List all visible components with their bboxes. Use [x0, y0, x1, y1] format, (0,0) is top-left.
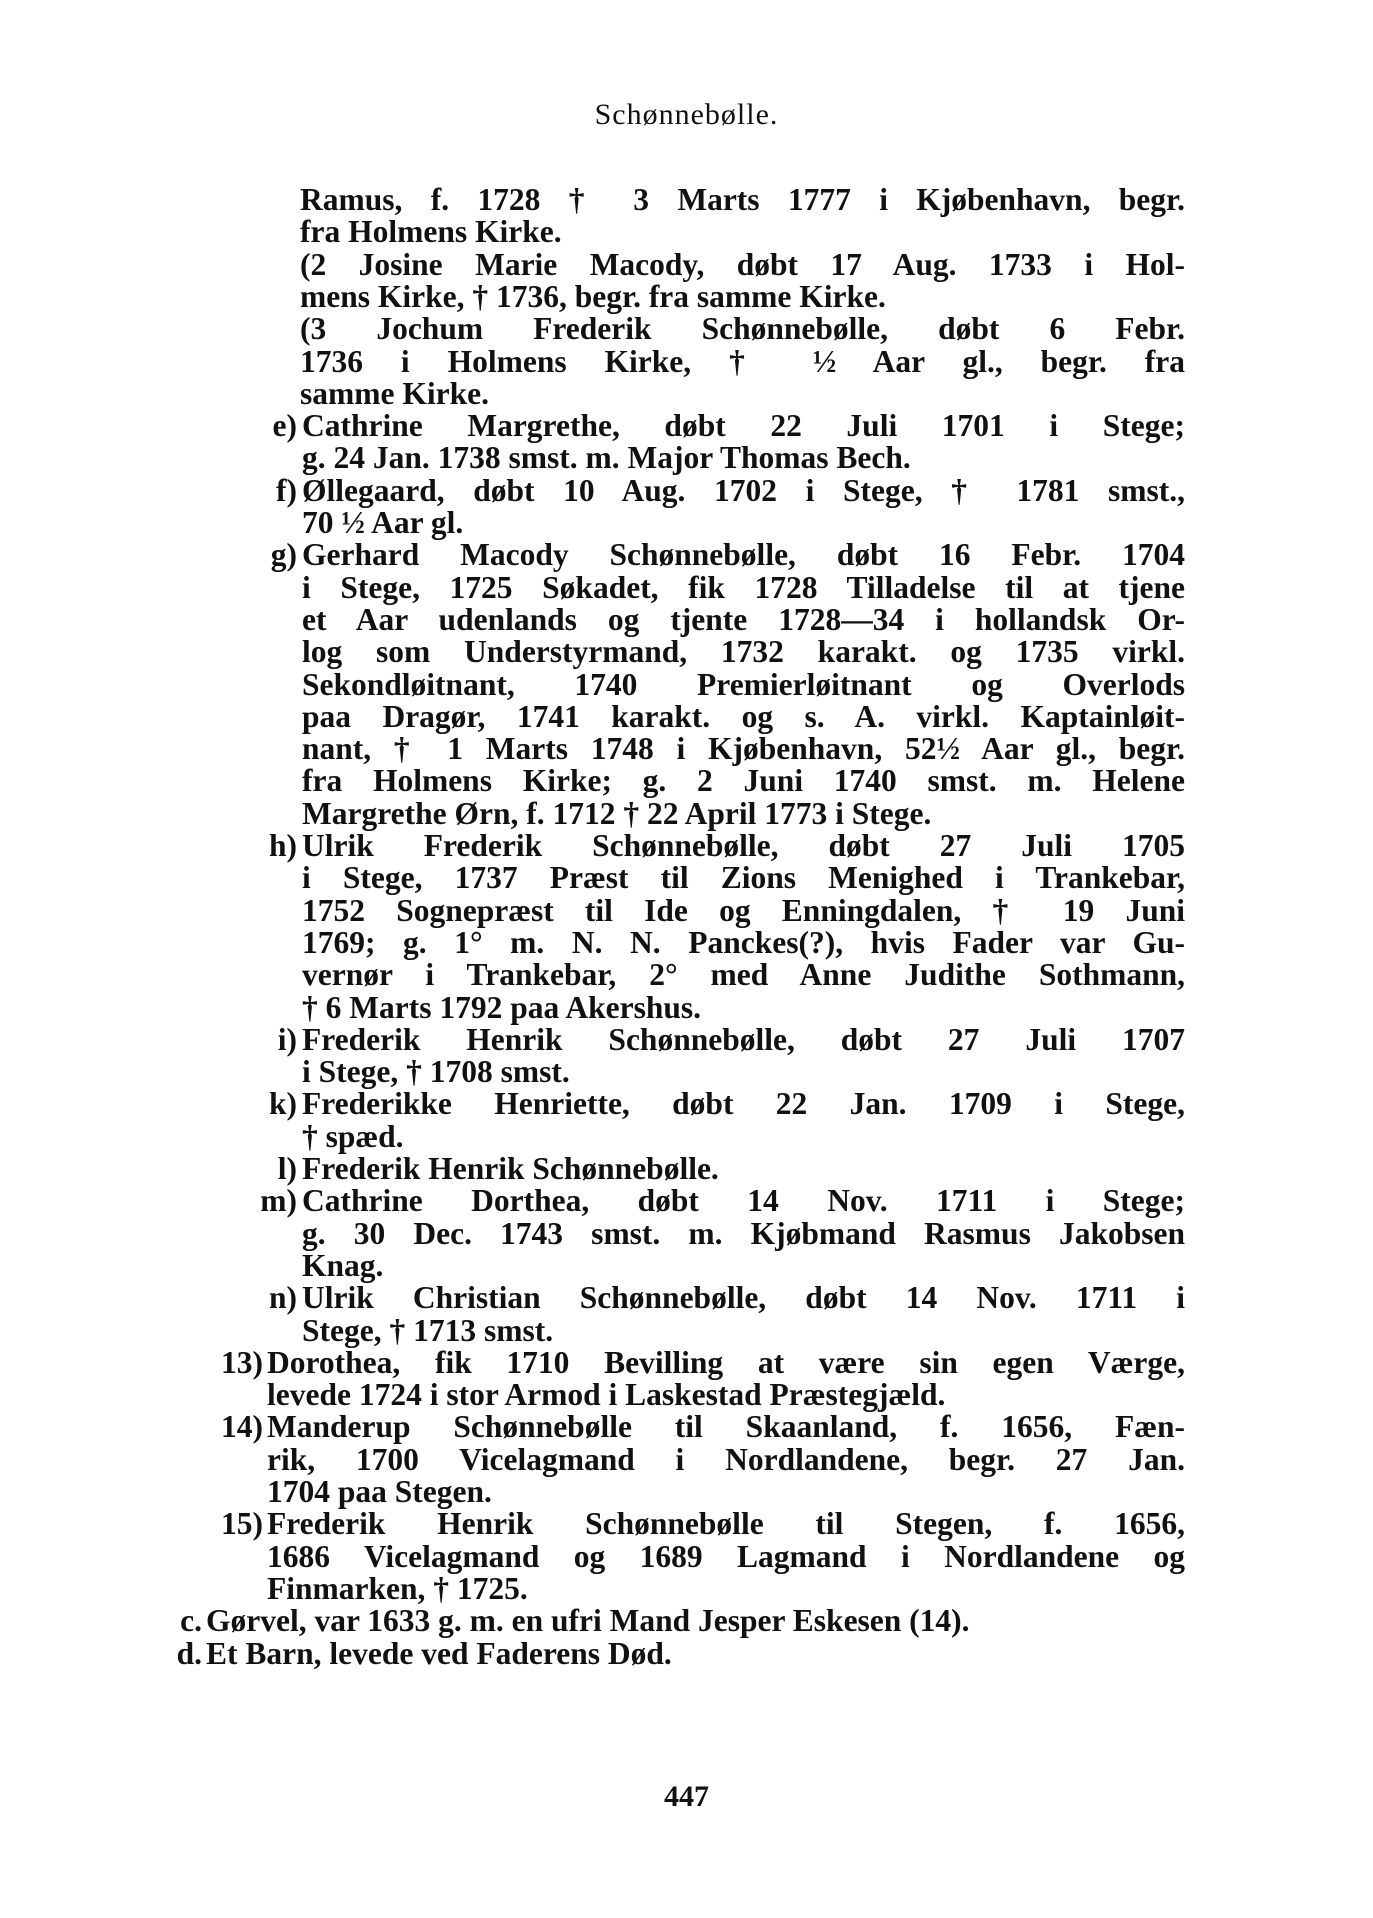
text-line: fra Holmens Kirke.: [300, 214, 562, 250]
text-line: Øllegaard, døbt 10 Aug. 1702 i Stege, † 1781 smst.,: [302, 472, 1185, 508]
text-line: mens Kirke, † 1736, begr. fra samme Kirke.: [300, 278, 886, 314]
entry-marker: d.: [176, 1635, 202, 1671]
entry-marker: i): [277, 1021, 297, 1057]
text-line: et Aar udenlands og tjente 1728—34 i hollandsk Or-: [302, 601, 1185, 637]
text-line: † 6 Marts 1792 paa Akershus.: [302, 989, 702, 1025]
text-line: nant, † 1 Marts 1748 i Kjøbenhavn, 52½ Aar gl., begr.: [302, 731, 1185, 767]
text-line: 1704 paa Stegen.: [267, 1474, 492, 1509]
text-line: 1752 Sognepræst til Ide og Enningdalen, † 19 Juni: [302, 892, 1185, 928]
text-line: g. 30 Dec. 1743 smst. m. Kjøbmand Rasmus Jakobsen: [302, 1215, 1185, 1251]
text-line: 1736 i Holmens Kirke, † ½ Aar gl., begr. fra: [300, 343, 1185, 379]
text-line: samme Kirke.: [300, 375, 489, 411]
text-line: Ulrik Frederik Schønnebølle, døbt 27 Juli 1705: [302, 828, 1185, 863]
text-line: Frederik Henrik Schønnebølle, døbt 27 Juli 1707: [302, 1021, 1185, 1057]
text-line: Manderup Schønnebølle til Skaanland, f. 1656, Fæn-: [267, 1409, 1185, 1445]
text-line: paa Dragør, 1741 karakt. og s. A. virkl. Kaptainløit-: [302, 698, 1185, 734]
text-line: Sekondløitnant, 1740 Premierløitnant og Overlods: [302, 666, 1185, 702]
text-line: Dorothea, fik 1710 Bevilling at være sin egen Værge,: [267, 1344, 1185, 1380]
text-line: rik, 1700 Vicelagmand i Nordlandene, begr. 27 Jan.: [267, 1441, 1185, 1477]
entry-marker: n): [268, 1280, 297, 1316]
text-line: Frederik Henrik Schønnebølle til Stegen, f. 1656,: [267, 1506, 1185, 1542]
text-line: Frederik Henrik Schønnebølle.: [302, 1151, 719, 1186]
text-line: (3 Jochum Frederik Schønnebølle, døbt 6 Febr.: [300, 311, 1185, 347]
text-line: i Stege, 1737 Præst til Zions Menighed i Trankebar,: [302, 860, 1185, 896]
text-line: Et Barn, levede ved Faderens Død.: [206, 1635, 672, 1671]
text-line: 70 ½ Aar gl.: [302, 505, 464, 540]
text-line: Ramus, f. 1728 † 3 Marts 1777 i Kjøbenhavn, begr.: [300, 182, 1185, 217]
running-head: Schønnebølle.: [594, 98, 779, 131]
text-line: log som Understyrmand, 1732 karakt. og 1735 virkl.: [302, 634, 1185, 670]
entry-marker: m): [260, 1183, 297, 1219]
entry-marker: f): [276, 472, 297, 508]
entry-marker: k): [268, 1086, 297, 1122]
entry-marker: 13): [221, 1344, 263, 1380]
text-line: † spæd.: [302, 1118, 404, 1154]
text-line: vernør i Trankebar, 2° med Anne Judithe Sothmann,: [302, 957, 1185, 993]
entry-marker: 15): [221, 1506, 263, 1542]
text-line: Cathrine Margrethe, døbt 22 Juli 1701 i Stege;: [302, 408, 1185, 444]
entry-marker: h): [268, 828, 297, 863]
text-line: Gerhard Macody Schønnebølle, døbt 16 Febr. 1704: [302, 537, 1185, 573]
text-line: Gørvel, var 1633 g. m. en ufri Mand Jesper Eskesen (14).: [206, 1603, 970, 1639]
entry-marker: e): [272, 408, 297, 444]
entry-marker: l): [277, 1151, 297, 1186]
text-line: Frederikke Henriette, døbt 22 Jan. 1709 i Stege,: [302, 1086, 1185, 1122]
text-line: Cathrine Dorthea, døbt 14 Nov. 1711 i Stege;: [302, 1183, 1185, 1219]
text-line: fra Holmens Kirke; g. 2 Juni 1740 smst. m. Helene: [302, 763, 1185, 799]
text-line: 1769; g. 1° m. N. N. Panckes(?), hvis Fader var Gu-: [302, 924, 1185, 960]
text-line: 1686 Vicelagmand og 1689 Lagmand i Nordlandene og: [267, 1538, 1185, 1574]
entry-marker: 14): [221, 1409, 263, 1445]
page-number: 447: [664, 1780, 709, 1813]
text-line: g. 24 Jan. 1738 smst. m. Major Thomas Bech.: [302, 440, 911, 476]
text-line: (2 Josine Marie Macody, døbt 17 Aug. 1733 i Hol-: [300, 246, 1185, 282]
text-line: Ulrik Christian Schønnebølle, døbt 14 Nov. 1711 i: [302, 1280, 1185, 1316]
text-line: Stege, † 1713 smst.: [302, 1312, 554, 1348]
entry-marker: c.: [180, 1603, 202, 1639]
text-line: levede 1724 i stor Armod i Laskestad Præstegjæld.: [267, 1377, 946, 1413]
text-line: i Stege, 1725 Søkadet, fik 1728 Tilladelse til at tjene: [302, 569, 1185, 605]
text-line: Knag.: [302, 1247, 384, 1283]
text-line: Margrethe Ørn, f. 1712 † 22 April 1773 i Stege.: [302, 795, 932, 831]
text-line: i Stege, † 1708 smst.: [302, 1054, 570, 1090]
entry-marker: g): [270, 537, 297, 573]
text-line: Finmarken, † 1725.: [267, 1570, 528, 1606]
